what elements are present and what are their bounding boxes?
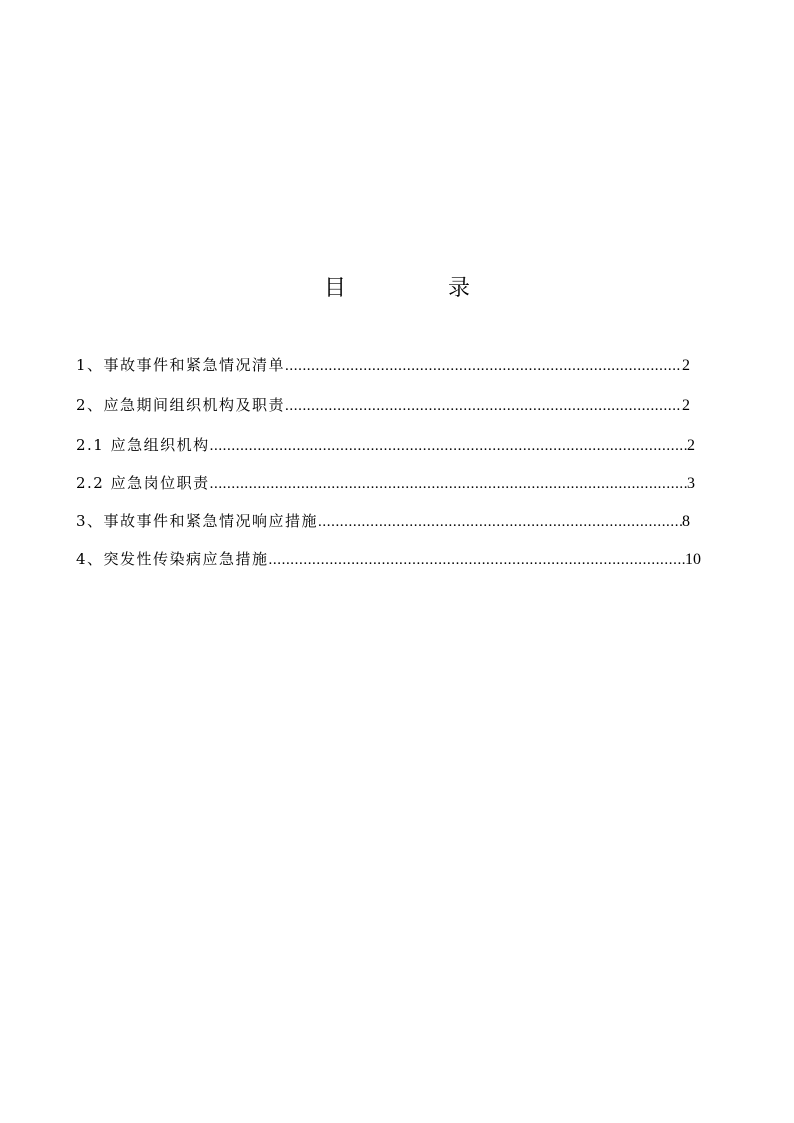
toc-leader-dots <box>269 547 685 572</box>
toc-entry[interactable] <box>76 432 695 458</box>
toc-entry-label: 4、突发性传染病应急措施 <box>76 550 269 568</box>
toc-entry-page: 3 <box>687 475 695 492</box>
toc-entry-page: 10 <box>685 551 701 568</box>
toc-entry-label: 1、事故事件和紧急情况清单 <box>76 356 286 374</box>
toc-entry-label: 2、应急期间组织机构及职责 <box>76 396 286 414</box>
toc-entry[interactable] <box>76 392 690 418</box>
toc-entry[interactable] <box>76 508 690 534</box>
toc-entry-page: 2 <box>682 357 690 374</box>
toc-entry-page: 2 <box>687 437 695 454</box>
toc-leader-dots <box>210 471 687 496</box>
toc-entry-label: 3、事故事件和紧急情况响应措施 <box>76 512 319 530</box>
toc-leader-dots <box>285 353 682 378</box>
toc-entry[interactable] <box>76 470 695 496</box>
toc-entry-page: 8 <box>682 513 690 530</box>
toc-leader-dots <box>285 393 682 418</box>
toc-leader-dots <box>318 509 682 534</box>
toc-entry-page: 2 <box>682 397 690 414</box>
toc-title: 目 录 <box>323 276 510 301</box>
toc-entry[interactable] <box>76 352 690 378</box>
toc-entry[interactable] <box>76 546 701 572</box>
toc-entry-label: 2.2 应急岗位职责 <box>76 474 210 492</box>
toc-entry-label: 2.1 应急组织机构 <box>76 436 210 454</box>
toc-leader-dots <box>210 433 687 458</box>
